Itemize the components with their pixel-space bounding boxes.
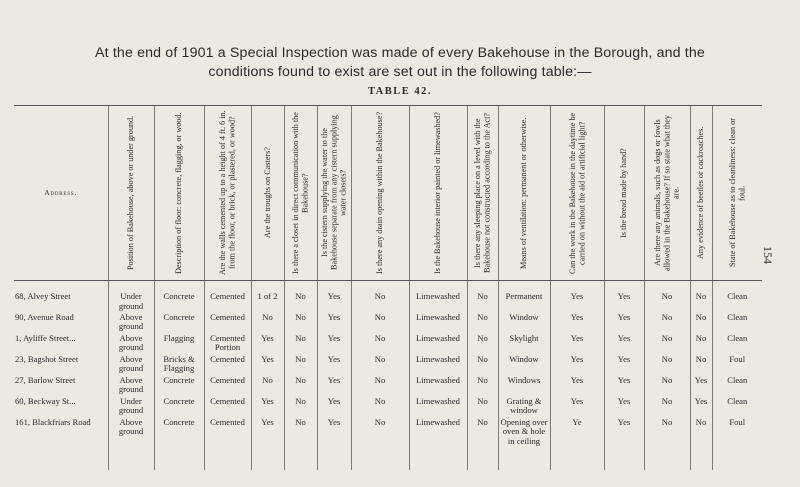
table-row	[14, 418, 762, 470]
table-cell: No	[467, 355, 498, 376]
table-cell: 1, Ayliffe Street...	[15, 332, 76, 343]
column-header: State of Bakehouse as to cleanliness: clean or foul.	[712, 106, 762, 281]
column-header: Are there any animals, such as dogs or fowls allowed in the Bakehouse? If so state what they are.	[644, 106, 690, 281]
table-cell: Concrete	[154, 397, 204, 418]
table-cell: Window	[498, 355, 550, 376]
table-row	[14, 313, 762, 334]
table-cell: Cemented	[204, 281, 251, 313]
table-cell: No	[284, 281, 317, 313]
table-cell: No	[644, 397, 690, 418]
table-cell: Yes	[690, 397, 712, 418]
table-cell: Opening over oven & hole in ceiling	[498, 418, 550, 470]
table-cell: Limewashed	[409, 376, 467, 397]
table-cell: Yes	[604, 334, 644, 355]
column-header: Can the work in the Bakehouse in the daytime be carried on without the aid of artificial light?	[550, 106, 604, 281]
table-cell: Clean	[712, 334, 762, 355]
page-number: 154	[761, 246, 775, 264]
table-cell: No	[644, 281, 690, 313]
table-cell: Yes	[550, 355, 604, 376]
table-cell: No	[644, 355, 690, 376]
table-row	[14, 376, 762, 397]
table-cell: 27, Barlow Street	[15, 374, 76, 385]
table-row	[14, 281, 762, 313]
table-cell: Yes	[604, 355, 644, 376]
table-cell: Yes	[317, 376, 351, 397]
table-cell: Yes	[604, 376, 644, 397]
column-header: Is there any sleeping place on a level with the Bakehouse not constructed according to the Act?	[467, 106, 498, 281]
table-cell: Limewashed	[409, 397, 467, 418]
table-cell: Clean	[712, 397, 762, 418]
table-cell: Foul	[712, 355, 762, 376]
table-cell: 60, Beckway St...	[15, 395, 76, 406]
table-cell: Yes	[251, 418, 284, 470]
table-cell: No	[644, 334, 690, 355]
table-cell: Yes	[317, 355, 351, 376]
table-cell: Cemented	[204, 397, 251, 418]
table-cell: Cemented	[204, 355, 251, 376]
table-cell: Yes	[317, 334, 351, 355]
table-cell: Cemented Portion	[204, 334, 251, 355]
table-cell: 90, Avenue Road	[15, 311, 74, 322]
table-row	[14, 334, 762, 355]
table-cell: No	[284, 355, 317, 376]
heading-line-1: At the end of 1901 a Special Inspection was made of every Bakehouse in the Borough, and the	[95, 45, 705, 61]
table-cell: No	[467, 334, 498, 355]
table-cell: No	[251, 313, 284, 334]
table-cell: Grating & window	[498, 397, 550, 418]
table-cell: Cemented	[204, 418, 251, 470]
table-cell: No	[690, 418, 712, 470]
table-cell: No	[690, 313, 712, 334]
table-cell: Yes	[317, 281, 351, 313]
table-cell: No	[690, 281, 712, 313]
table-cell: Limewashed	[409, 313, 467, 334]
table-cell: No	[351, 313, 409, 334]
table-cell: Foul	[712, 418, 762, 470]
column-header: Description of floor: concrete, flagging, or wood.	[154, 106, 204, 281]
table-cell: No	[644, 418, 690, 470]
bakehouse-table	[14, 105, 762, 470]
table-cell: Window	[498, 313, 550, 334]
table-cell: Yes	[550, 313, 604, 334]
table-cell: 23, Bagshot Street	[15, 353, 79, 364]
table-cell: Under ground	[108, 281, 154, 313]
column-header: Means of ventilation: permanent or otherwise.	[498, 106, 550, 281]
table-cell: Cemented	[204, 313, 251, 334]
header-row	[14, 106, 762, 281]
table-cell: Concrete	[154, 376, 204, 397]
table-cell: Above ground	[108, 313, 154, 334]
table-cell: Yes	[690, 376, 712, 397]
table-cell: No	[351, 334, 409, 355]
table-cell: Yes	[550, 334, 604, 355]
table-row	[14, 355, 762, 376]
table-cell: Yes	[604, 418, 644, 470]
table-cell: Skylight	[498, 334, 550, 355]
table-cell: No	[284, 397, 317, 418]
table-cell: Under ground	[108, 397, 154, 418]
table-cell: Limewashed	[409, 334, 467, 355]
table-cell: No	[251, 376, 284, 397]
table-cell: Yes	[604, 281, 644, 313]
table-cell: Yes	[317, 313, 351, 334]
table-cell: Yes	[251, 355, 284, 376]
table-cell: Yes	[604, 313, 644, 334]
table-cell: Yes	[550, 281, 604, 313]
column-header: Position of Bakehouse, above or under ground.	[108, 106, 154, 281]
table-title: TABLE 42.	[367, 86, 433, 97]
table-cell: No	[351, 418, 409, 470]
table-cell: Concrete	[154, 418, 204, 470]
table-cell: Limewashed	[409, 281, 467, 313]
heading-line-2: conditions found to exist are set out in the following table:—	[208, 64, 592, 80]
table-cell: No	[351, 355, 409, 376]
column-header: Is there a closet in direct communication with the Bakehouse?	[284, 106, 317, 281]
table-cell: Permanent	[498, 281, 550, 313]
column-header: Any evidence of beetles or cockroaches.	[690, 106, 712, 281]
table-cell: No	[351, 397, 409, 418]
table-cell: No	[467, 418, 498, 470]
table-cell: No	[284, 313, 317, 334]
table-row	[14, 397, 762, 418]
column-header: Address.	[14, 106, 108, 281]
report-heading	[40, 44, 760, 82]
table-cell: Concrete	[154, 281, 204, 313]
column-header: Is the cistern supplying the water to the Bakehouse separate from any cistern supplying water closets?	[317, 106, 351, 281]
table-cell: Above ground	[108, 355, 154, 376]
table-cell: Above ground	[108, 376, 154, 397]
table-cell: No	[467, 376, 498, 397]
table-cell: Bricks & Flagging	[154, 355, 204, 376]
table-cell: Above ground	[108, 418, 154, 470]
table-cell: Yes	[251, 334, 284, 355]
column-header: Is the bread made by hand?	[604, 106, 644, 281]
table-cell: Limewashed	[409, 355, 467, 376]
table-cell: No	[284, 334, 317, 355]
table-cell: 161, Blackfriars Road	[15, 416, 91, 427]
column-header: Is the Bakehouse interior painted or limewashed?	[409, 106, 467, 281]
table-cell: Yes	[550, 376, 604, 397]
table-cell: No	[644, 313, 690, 334]
table-cell: 68, Alvey Street	[15, 291, 71, 301]
table-cell: Concrete	[154, 313, 204, 334]
table-cell: Clean	[712, 376, 762, 397]
table-cell: Cemented	[204, 376, 251, 397]
table-cell: No	[690, 334, 712, 355]
table-cell: Flagging	[154, 334, 204, 355]
table-cell: 1 of 2	[251, 281, 284, 313]
column-header: Is there any drain opening within the Bakehouse?	[351, 106, 409, 281]
table-cell: No	[351, 376, 409, 397]
table-cell: No	[284, 376, 317, 397]
table-cell: Clean	[712, 313, 762, 334]
table-cell: No	[467, 397, 498, 418]
table-cell: Ye	[550, 418, 604, 470]
table-cell: Clean	[712, 281, 762, 313]
table-cell: No	[351, 281, 409, 313]
table-cell: Limewashed	[409, 418, 467, 470]
column-header: Are the walls cemented up to a height of 4 ft. 6 in. from the floor, or brick, or plastered, or wood?	[204, 106, 251, 281]
table-cell: Windows	[498, 376, 550, 397]
table-cell: Yes	[317, 397, 351, 418]
table-cell: No	[467, 281, 498, 313]
table-cell: No	[467, 313, 498, 334]
table-cell: Yes	[317, 418, 351, 470]
table-cell: No	[690, 355, 712, 376]
table-cell: No	[284, 418, 317, 470]
column-header: Are the troughs on Casters?	[251, 106, 284, 281]
table-cell: No	[644, 376, 690, 397]
table-cell: Yes	[604, 397, 644, 418]
table-cell: Above ground	[108, 334, 154, 355]
table-cell: Yes	[550, 397, 604, 418]
table-cell: Yes	[251, 397, 284, 418]
